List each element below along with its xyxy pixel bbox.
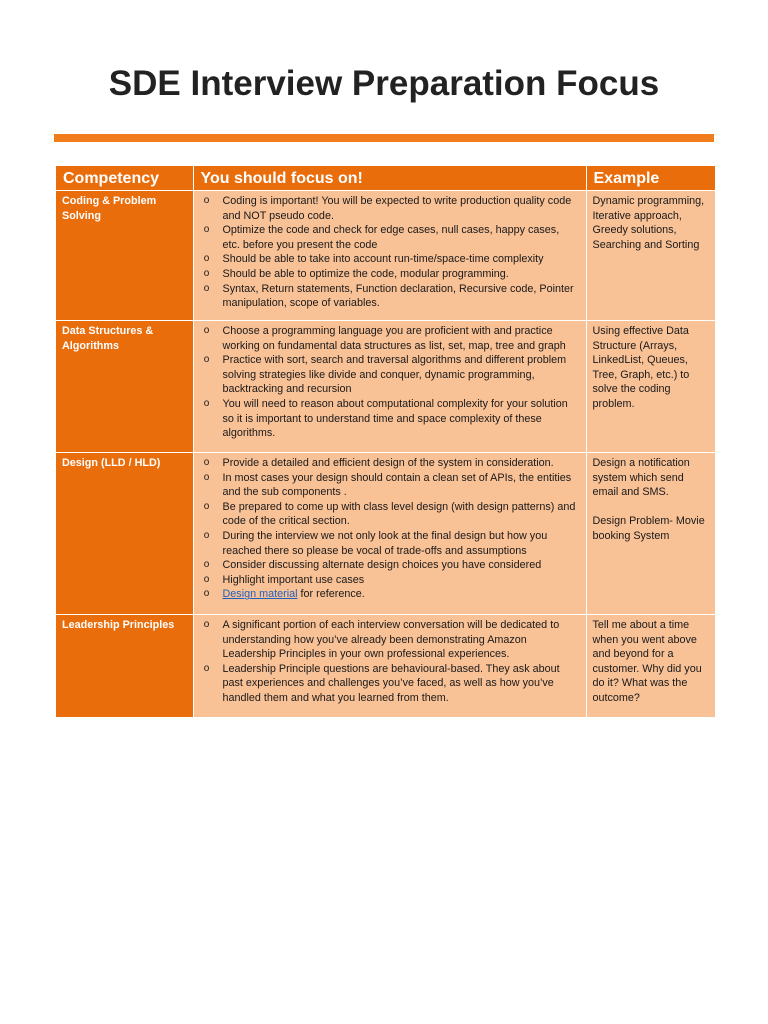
bullet-icon: o xyxy=(203,354,210,366)
table-row xyxy=(56,191,715,321)
competency-cell: Leadership Principles xyxy=(56,615,193,718)
header-example: Example xyxy=(586,166,715,191)
bullet-icon: o xyxy=(203,471,210,483)
orange-divider xyxy=(54,134,714,142)
list-item: o Optimize the code and check for edge cases, null cases, happy cases, etc. before you present the code xyxy=(200,223,580,252)
example-text: Using effective Data Structure (Arrays, LinkedList, Queues, Tree, Graph, etc.) to solve the coding problem. xyxy=(592,325,690,410)
table-header-row xyxy=(56,166,715,191)
bullet-icon: o xyxy=(203,224,210,236)
table-row xyxy=(56,321,715,453)
header-focus: You should focus on! xyxy=(193,166,586,191)
list-item xyxy=(200,587,580,602)
bullet-icon: o xyxy=(203,529,210,541)
list-item: o Choose a programming language you are proficient with and practice working on fundamental data structures as list, set, map, tree and graph xyxy=(200,324,580,353)
competency-cell: Coding & Problem Solving xyxy=(56,191,193,321)
bullet-icon: o xyxy=(203,588,210,600)
list-item: o During the interview we not only look at the final design but how you reached there so please be vocal of trade-offs and assumptions xyxy=(200,529,580,558)
example-cell xyxy=(586,615,715,718)
focus-cell xyxy=(193,321,586,453)
bullet-icon: o xyxy=(203,397,210,409)
table-row xyxy=(56,453,715,615)
focus-cell xyxy=(193,615,586,718)
focus-table xyxy=(56,166,716,718)
list-item: o Leadership Principle questions are behavioural-based. They ask about past experiences and challenges you’ve faced, as well as how you’ve handled them and what you learned from them. xyxy=(200,662,580,706)
list-item: o Provide a detailed and efficient design of the system in consideration. xyxy=(200,456,580,471)
list-item: o Coding is important! You will be expected to write production quality code and NOT pseudo code. xyxy=(200,194,580,223)
bullet-icon: o xyxy=(203,267,210,279)
example-text: Design a notification system which send email and SMS. xyxy=(592,457,690,499)
table-row xyxy=(56,615,715,718)
example-text: Design Problem- Movie booking System xyxy=(592,515,705,542)
focus-cell xyxy=(193,453,586,615)
bullet-icon: o xyxy=(203,282,210,294)
bullet-icon: o xyxy=(203,325,210,336)
list-item: o A significant portion of each interview conversation will be dedicated to understanding how you’ve already been demonstrating Amazon Leadership Principles in your own professional experiences. xyxy=(200,618,580,662)
example-text: Tell me about a time when you went above and beyond for a customer. Why did you do it? What was the outcome? xyxy=(592,619,702,704)
example-text: Dynamic programming, Iterative approach, Greedy solutions, Searching and Sorting xyxy=(592,195,705,251)
list-item: o Should be able to optimize the code, modular programming. xyxy=(200,267,580,282)
focus-cell xyxy=(193,191,586,321)
list-item: o Syntax, Return statements, Function declaration, Recursive code, Pointer manipulation, scope of variables. xyxy=(200,282,580,311)
bullet-icon: o xyxy=(203,457,210,468)
bullet-icon: o xyxy=(203,662,210,674)
link-suffix: for reference. xyxy=(297,588,365,601)
bullet-icon: o xyxy=(203,573,210,585)
list-item: o Practice with sort, search and traversal algorithms and different problem solving strategies like divide and conquer, dynamic programming, backtracking and recursion xyxy=(200,353,580,397)
design-material-link[interactable]: Design material xyxy=(222,588,298,601)
example-cell xyxy=(586,191,715,321)
bullet-icon: o xyxy=(203,619,210,630)
bullet-icon: o xyxy=(203,500,210,512)
list-item: o You will need to reason about computational complexity for your solution so it is important to understand time and space complexity of these algorithms. xyxy=(200,397,580,441)
competency-cell: Design (LLD / HLD) xyxy=(56,453,193,615)
bullet-icon: o xyxy=(203,559,210,571)
example-cell xyxy=(586,321,715,453)
page-title: SDE Interview Preparation Focus xyxy=(108,64,660,103)
list-item: o Consider discussing alternate design choices you have considered xyxy=(200,558,580,573)
list-item: o Be prepared to come up with class level design (with design patterns) and code of the critical section. xyxy=(200,500,580,529)
list-item: o Should be able to take into account run-time/space-time complexity xyxy=(200,252,580,267)
list-item: o In most cases your design should contain a clean set of APIs, the entities and the sub components . xyxy=(200,471,580,500)
competency-cell: Data Structures & Algorithms xyxy=(56,321,193,453)
bullet-icon: o xyxy=(203,195,210,206)
bullet-icon: o xyxy=(203,253,210,265)
example-cell xyxy=(586,453,715,615)
header-competency: Competency xyxy=(56,166,193,191)
list-item: o Highlight important use cases xyxy=(200,573,580,588)
